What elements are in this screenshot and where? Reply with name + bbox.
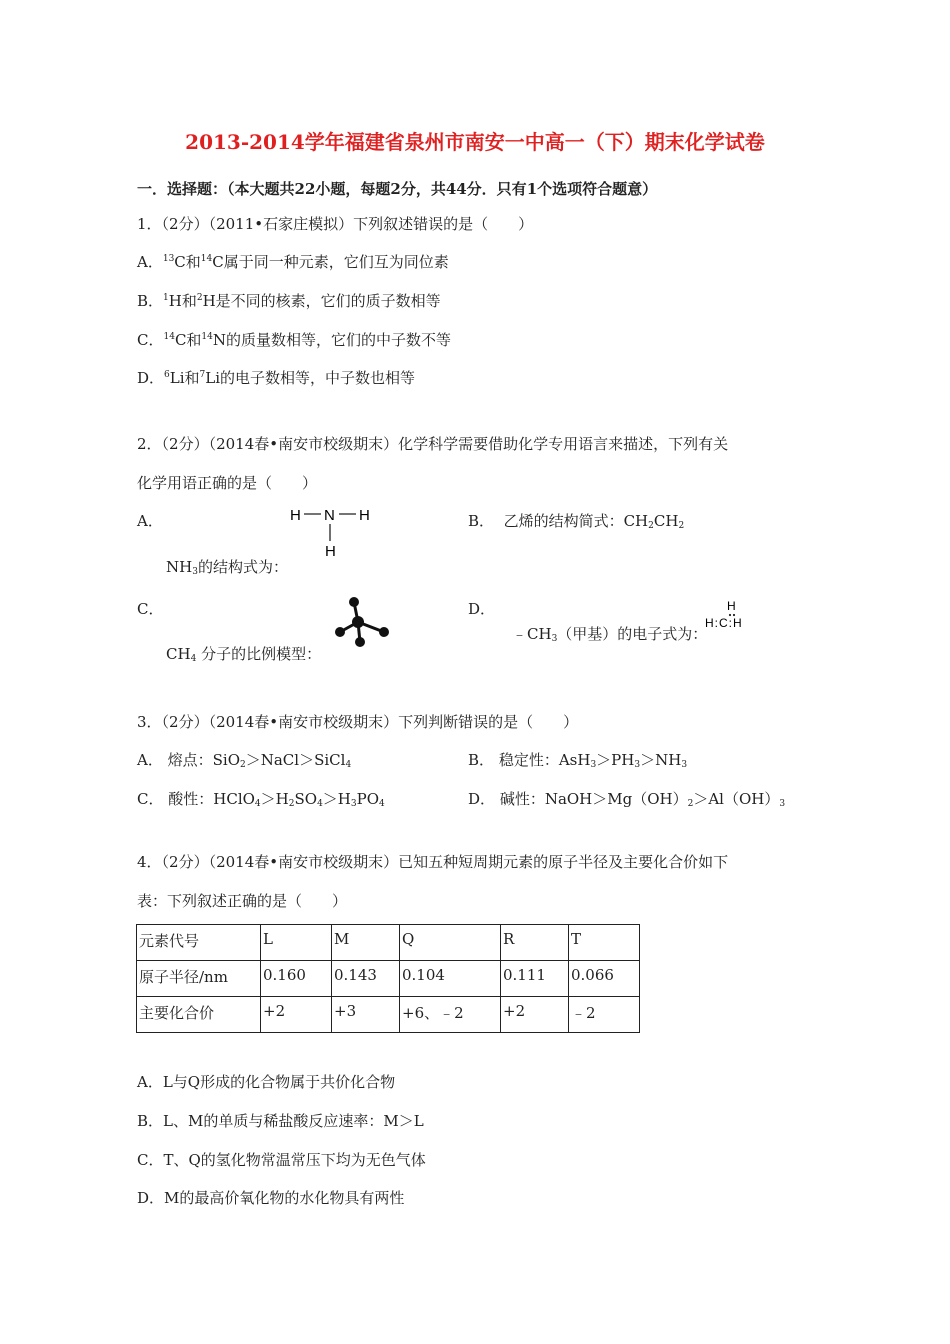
q1-stem: 1．（2分）（2011•石家庄模拟）下列叙述错误的是（ ）	[137, 215, 534, 233]
element-data-table	[136, 924, 640, 1033]
table-cell: 元素代号	[137, 925, 261, 961]
table-cell: 原子半径/nm	[137, 961, 261, 997]
table-cell: L	[261, 925, 332, 961]
nh3-h-bottom: H	[325, 543, 336, 560]
q4-option-d: D．M的最高价氧化物的水化物具有两性	[137, 1189, 405, 1207]
table-row	[137, 925, 640, 961]
q1-option-b: B．$^1$H和$^2$H是不同的核素，它们的质子数相等	[137, 292, 441, 310]
table-cell: M	[332, 925, 400, 961]
page-title: 2013-2014学年福建省泉州市南安一中高一（下）期末化学试卷	[185, 130, 765, 154]
table-row	[137, 997, 640, 1033]
q4-stem-line2: 表：下列叙述正确的是（ ）	[137, 892, 348, 910]
table-cell: ﹣2	[569, 997, 640, 1033]
q3-option-b: B． 稳定性：$AsH_3>PH_3>NH_3$	[468, 751, 688, 770]
q2-option-b: B． 乙烯的结构简式：$CH_2CH_2$	[468, 512, 685, 531]
table-cell: 0.111	[501, 961, 569, 997]
methyl-h-c-h: H:C:H	[705, 616, 743, 630]
q3-option-a: A． 熔点：SiO$_2$＞NaCl＞SiCl$_4$	[137, 751, 352, 770]
nh3-h-right: H	[359, 507, 370, 524]
q1-option-c: C．$^{14}$C和$^{14}$N的质量数相等，它们的中子数不等	[137, 331, 452, 349]
q3-option-d: D． 碱性：$NaOH>Mg(OH)_2>Al(OH)_3$	[468, 790, 786, 809]
q1-option-a: A．$^{13}$C和$^{14}$C属于同一种元素，它们互为同位素	[137, 253, 449, 271]
section-heading: 一．选择题：（本大题共22小题，每题2分，共44分．只有1个选项符合题意）	[137, 180, 658, 198]
nh3-n: N	[324, 507, 335, 524]
q2-option-d-label: D．	[468, 600, 496, 618]
table-cell: T	[569, 925, 640, 961]
q1-option-d: D．$^6$Li和$^7$Li的电子数相等，中子数也相等	[137, 369, 416, 387]
table-cell: +3	[332, 997, 400, 1033]
q2-option-c-label: C．	[137, 600, 164, 618]
table-cell: Q	[400, 925, 501, 961]
table-cell: +2	[501, 997, 569, 1033]
table-cell: 主要化合价	[137, 997, 261, 1033]
table-cell: 0.143	[332, 961, 400, 997]
table-cell: 0.160	[261, 961, 332, 997]
table-cell: R	[501, 925, 569, 961]
nh3-structure-figure	[288, 502, 378, 562]
q2-option-d-text: $﹣CH_3$（甲基）的电子式为：	[512, 625, 708, 644]
q4-option-a: A．L与Q形成的化合物属于共价化合物	[137, 1073, 396, 1091]
q2-stem-line1: 2．（2分）（2014春•南安市校级期末）化学科学需要借助化学专用语言来描述，下列有关	[137, 435, 729, 453]
table-row	[137, 961, 640, 997]
table-cell: +2	[261, 997, 332, 1033]
methyl-h-top: H	[727, 599, 736, 613]
methyl-electron-formula-figure	[703, 598, 765, 632]
table-cell: +6、﹣2	[400, 997, 501, 1033]
q2-option-a-label: A．	[137, 512, 163, 530]
q4-option-c: C．T、Q的氢化物常温常压下均为无色气体	[137, 1151, 426, 1169]
nh3-h-left: H	[290, 507, 301, 524]
q2-stem-line2: 化学用语正确的是（ ）	[137, 474, 318, 492]
q2-option-a-text: $NH_3$的结构式为：	[166, 558, 288, 577]
q2-option-c-text: $CH_4$ 分子的比例模型：	[166, 645, 322, 664]
q4-option-b: B．L、M的单质与稀盐酸反应速率：M＞L	[137, 1112, 424, 1130]
table-cell: 0.066	[569, 961, 640, 997]
table-cell: 0.104	[400, 961, 501, 997]
ch4-ball-model-figure	[330, 594, 394, 654]
q4-stem-line1: 4．（2分）（2014春•南安市校级期末）已知五种短周期元素的原子半径及主要化合价如下	[137, 853, 729, 871]
q3-stem: 3．（2分）（2014春•南安市校级期末）下列判断错误的是（ ）	[137, 713, 579, 731]
q3-option-c: C． 酸性：$HClO_4>H_2SO_4>H_3PO_4$	[137, 790, 385, 809]
